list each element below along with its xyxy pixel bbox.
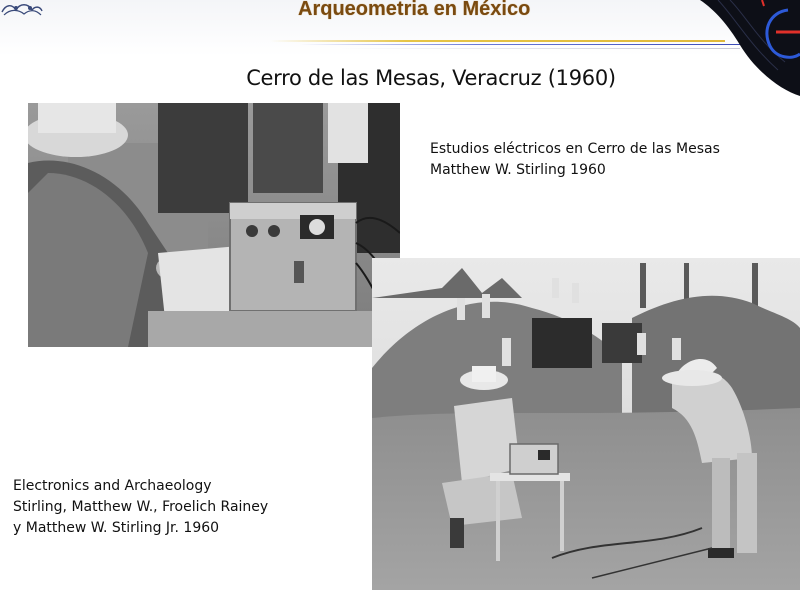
slide-title: Cerro de las Mesas, Veracruz (1960): [246, 66, 616, 90]
caption-bottom-line-2: Stirling, Matthew W., Froelich Rainey: [13, 499, 269, 515]
caption-top: [430, 139, 720, 181]
caption-top-line-2: Matthew W. Stirling 1960: [430, 162, 606, 178]
caption-top-line-1: Estudios eléctricos en Cerro de las Mesas: [430, 141, 720, 157]
institution-logo-icon: [0, 0, 44, 18]
header-stripe-grey: [340, 48, 740, 49]
caption-bottom: [13, 476, 268, 539]
header-title: Arqueometria en México: [298, 0, 531, 20]
photo-instrument: [28, 103, 400, 347]
header-stripe-gold: [270, 40, 725, 42]
photo-excavation: [372, 258, 800, 590]
header-stripe-blue: [300, 44, 740, 45]
caption-bottom-line-1: Electronics and Archaeology: [13, 478, 212, 494]
caption-bottom-line-3: y Matthew W. Stirling Jr. 1960: [13, 520, 220, 536]
